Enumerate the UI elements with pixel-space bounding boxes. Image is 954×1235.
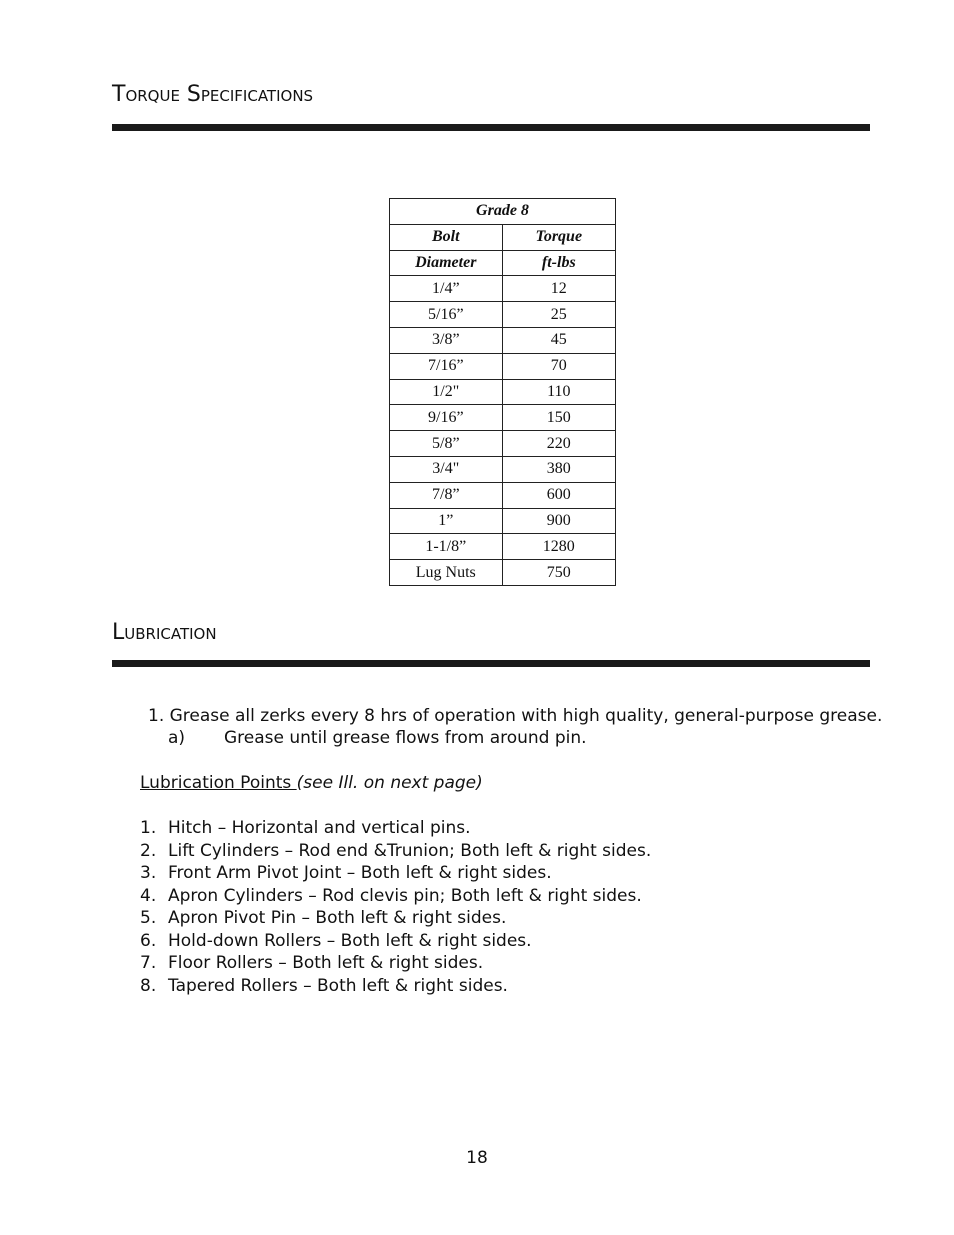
list-item-text: Lift Cylinders – Rod end &Trunion; Both left & right sides. [168, 840, 652, 861]
table-row [390, 379, 616, 405]
bolt-diameter-cell: 3/8” [390, 327, 503, 353]
torque-value-cell: 1280 [502, 534, 615, 560]
bolt-diameter-cell: 9/16” [390, 405, 503, 431]
list-item-number: 6. [140, 930, 157, 951]
bolt-diameter-cell: 7/8” [390, 482, 503, 508]
torque-section-title: Torque Specifications [112, 82, 314, 107]
column-header-unit: ft-lbs [502, 250, 615, 276]
table-header-row [390, 224, 616, 250]
bolt-diameter-cell: 1” [390, 508, 503, 534]
table-row [390, 482, 616, 508]
bolt-diameter-cell: 1/4” [390, 276, 503, 302]
bolt-diameter-cell: 1/2" [390, 379, 503, 405]
table-row [390, 431, 616, 457]
torque-value-cell: 110 [502, 379, 615, 405]
sub-step-label: a) [168, 728, 186, 748]
lubrication-points-heading [140, 772, 483, 794]
torque-value-cell: 12 [502, 276, 615, 302]
torque-value-cell: 150 [502, 405, 615, 431]
list-item-number: 2. [140, 840, 157, 861]
list-item [140, 907, 651, 930]
list-item [140, 885, 651, 908]
grease-instruction: 1. Grease all zerks every 8 hrs of operation with high quality, general-purpose grease. [148, 706, 883, 726]
list-item [140, 952, 651, 975]
bolt-diameter-cell: 1-1/8” [390, 534, 503, 560]
list-item [140, 817, 651, 840]
page-number: 18 [466, 1148, 488, 1168]
list-item-number: 4. [140, 885, 157, 906]
torque-value-cell: 25 [502, 302, 615, 328]
sub-step-text: Grease until grease flows from around pin. [224, 728, 587, 748]
table-row [390, 508, 616, 534]
bolt-diameter-cell: Lug Nuts [390, 560, 503, 586]
list-item-text: Hitch – Horizontal and vertical pins. [168, 818, 471, 838]
list-item-text: Apron Pivot Pin – Both left & right sides. [168, 908, 507, 928]
list-item-number: 3. [140, 863, 157, 883]
list-item [140, 862, 651, 885]
list-item [140, 975, 651, 998]
torque-value-cell: 900 [502, 508, 615, 534]
torque-table [389, 198, 616, 586]
list-item-text: Apron Cylinders – Rod clevis pin; Both left & right sides. [168, 885, 642, 906]
bolt-diameter-cell: 5/16” [390, 302, 503, 328]
table-row [390, 456, 616, 482]
list-item-number: 5. [140, 908, 157, 928]
torque-value-cell: 380 [502, 456, 615, 482]
torque-value-cell: 220 [502, 431, 615, 457]
list-item-number: 8. [140, 975, 157, 996]
points-heading-text: Lubrication Points [140, 773, 297, 793]
bolt-diameter-cell: 3/4" [390, 456, 503, 482]
title-divider [112, 124, 870, 131]
list-item-text: Tapered Rollers – Both left & right sides. [168, 975, 508, 996]
table-row [390, 405, 616, 431]
list-item [140, 840, 651, 863]
table-row [390, 302, 616, 328]
list-item-text: Hold-down Rollers – Both left & right sides. [168, 930, 532, 951]
torque-value-cell: 600 [502, 482, 615, 508]
column-header-torque: Torque [502, 224, 615, 250]
torque-value-cell: 70 [502, 353, 615, 379]
lubrication-section-title: Lubrication [112, 620, 217, 645]
bolt-diameter-cell: 7/16” [390, 353, 503, 379]
table-row [390, 560, 616, 586]
torque-value-cell: 45 [502, 327, 615, 353]
column-header-bolt: Bolt [390, 224, 503, 250]
title-divider [112, 660, 870, 667]
list-item [140, 930, 651, 953]
bolt-diameter-cell: 5/8” [390, 431, 503, 457]
points-heading-note: (see Ill. on next page) [296, 773, 483, 793]
list-item-number: 7. [140, 953, 157, 973]
grade-header: Grade 8 [390, 199, 616, 225]
table-row [390, 534, 616, 560]
table-row [390, 353, 616, 379]
lubrication-points-list [140, 817, 651, 997]
table-header-row [390, 199, 616, 225]
column-header-diameter: Diameter [390, 250, 503, 276]
table-row [390, 276, 616, 302]
table-row [390, 327, 616, 353]
table-header-row [390, 250, 616, 276]
list-item-number: 1. [140, 818, 157, 838]
list-item-text: Front Arm Pivot Joint – Both left & right sides. [168, 863, 552, 883]
grease-sub-instruction [168, 727, 587, 749]
torque-value-cell: 750 [502, 560, 615, 586]
list-item-text: Floor Rollers – Both left & right sides. [168, 953, 484, 973]
